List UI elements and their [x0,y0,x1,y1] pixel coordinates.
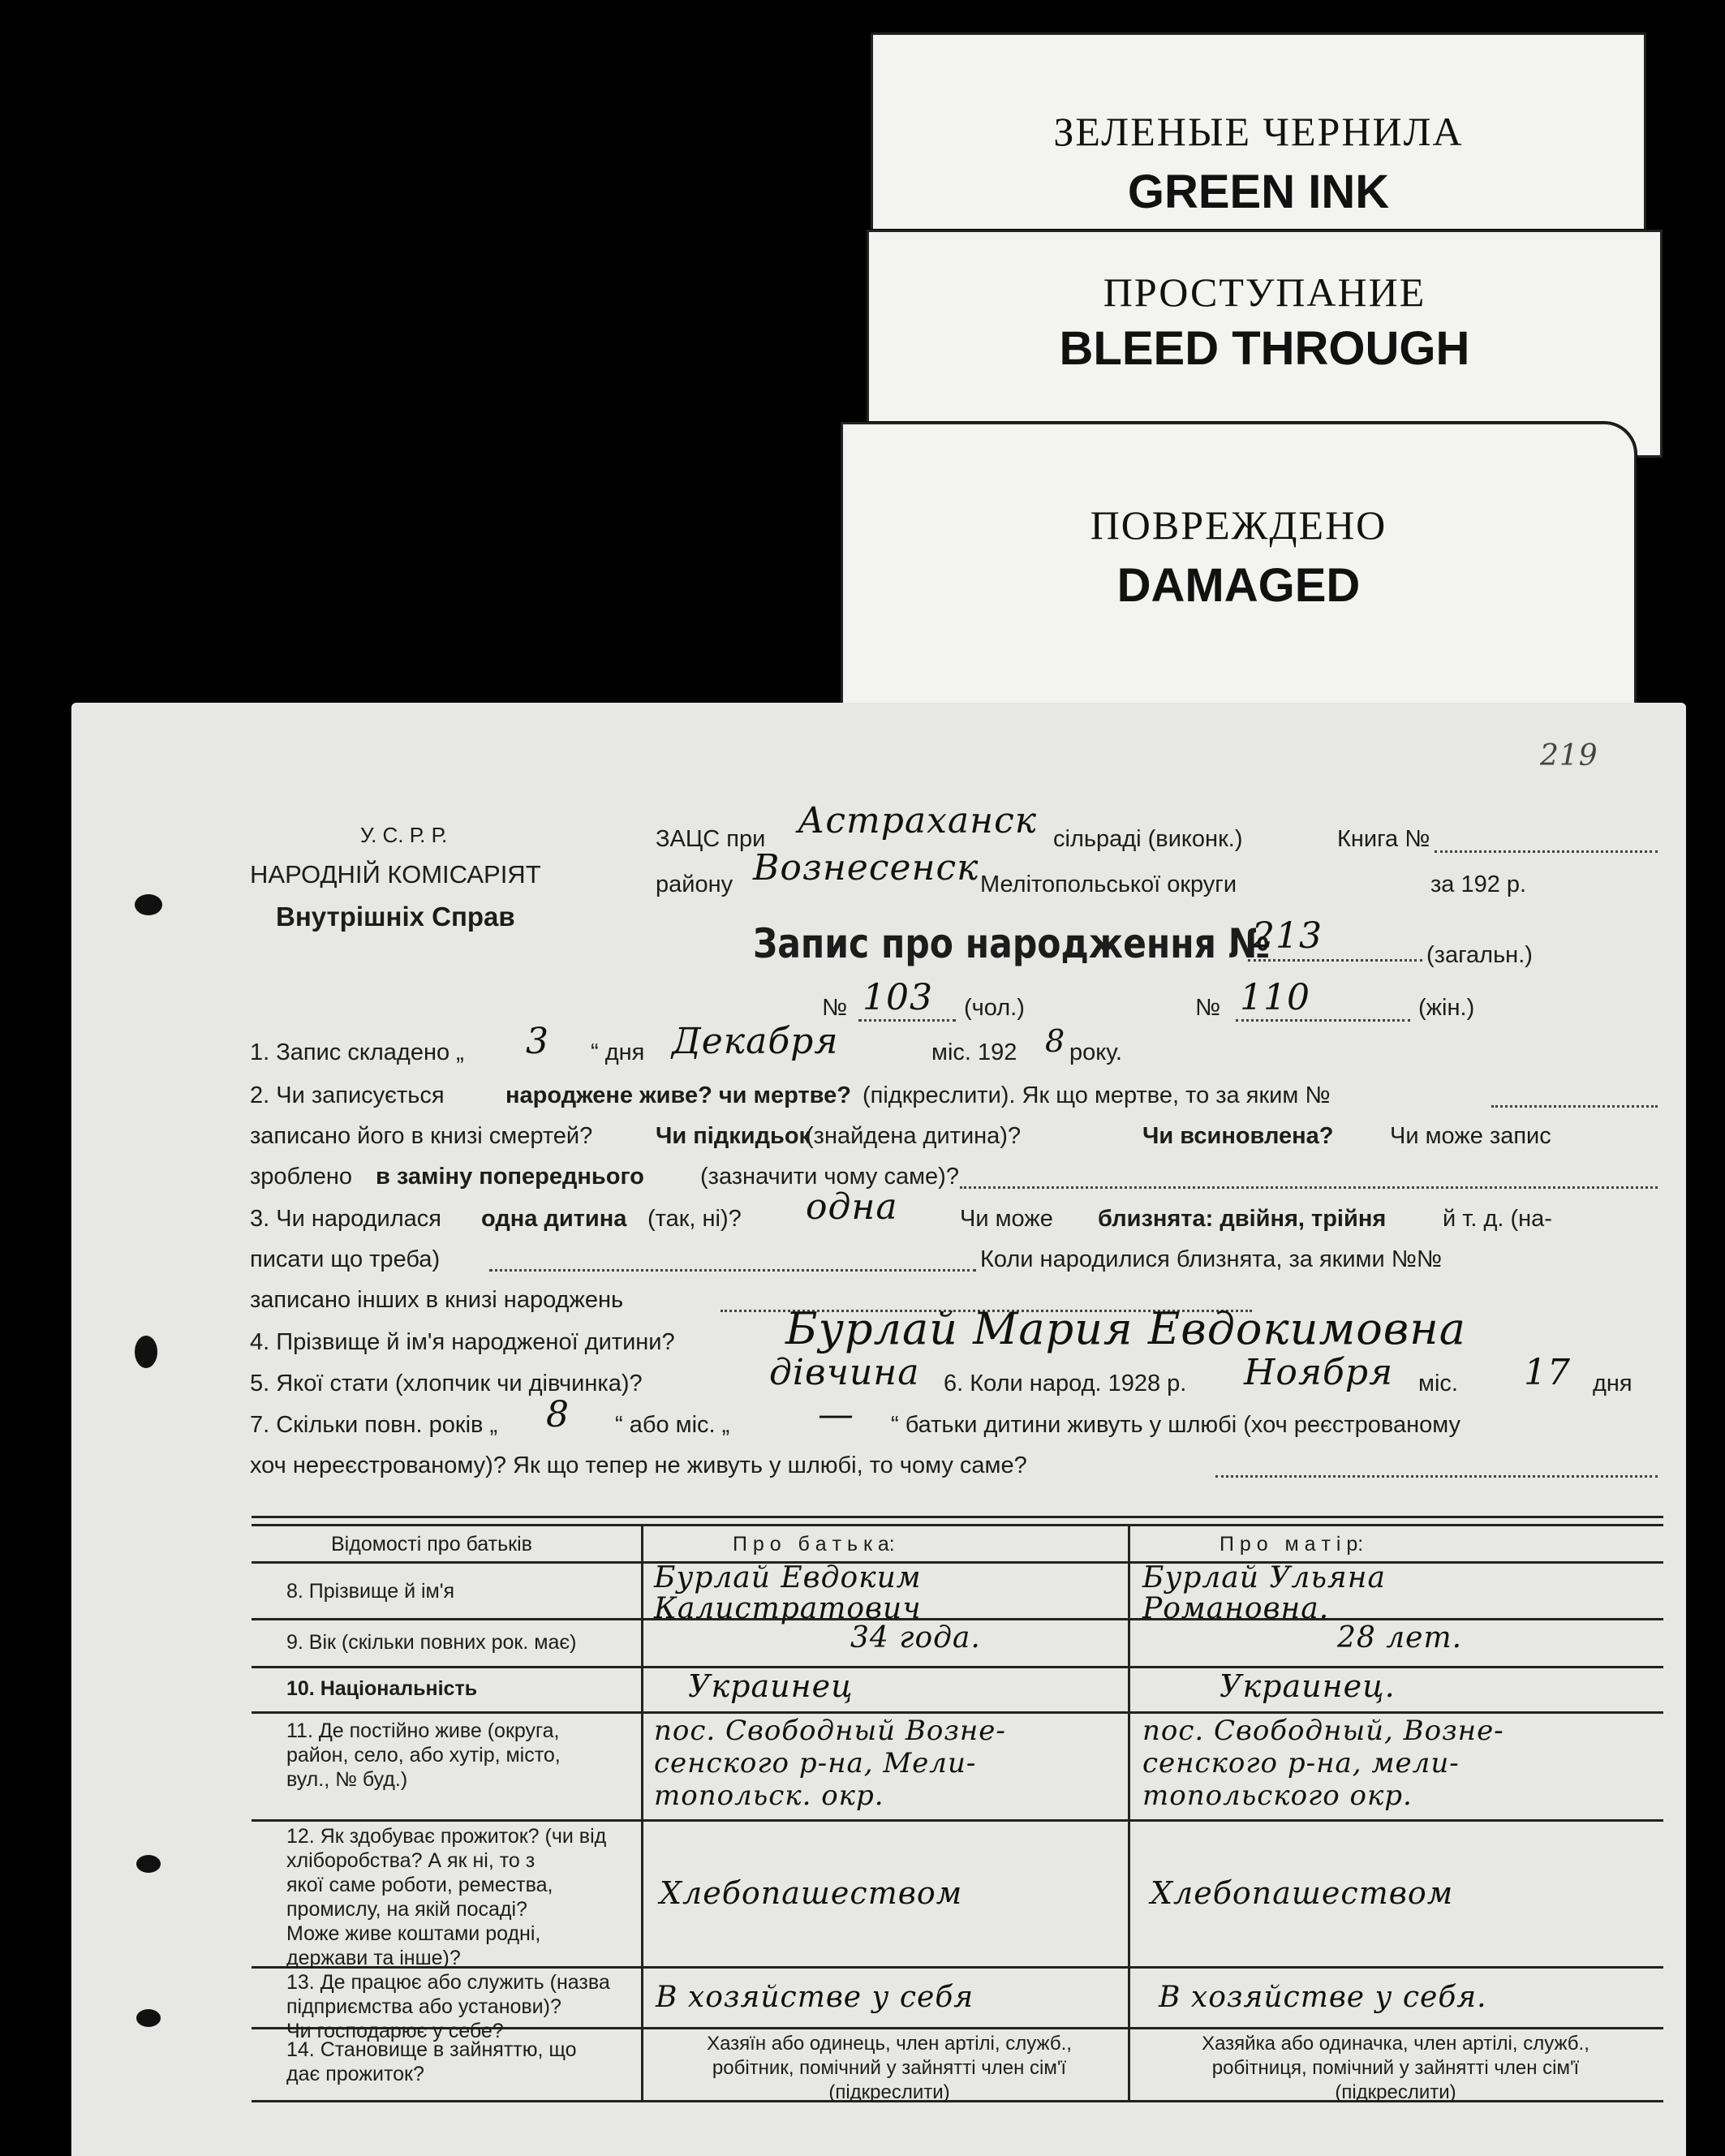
line1-c: міс. 192 [931,1039,1017,1065]
line5-c: міс. [1418,1371,1458,1396]
mother-livelihood: Хлебопашеством [1151,1875,1454,1911]
commissariat-label: НАРОДНІЙ КОМІСАРІЯТ [250,860,541,889]
book-number-line [1435,850,1658,853]
table-col-rule [1128,1524,1130,2100]
mother-age: 28 лет. [1337,1621,1463,1655]
damage-hole [135,894,162,915]
ussr-label: У. С. Р. Р. [360,823,448,847]
line1-day: 3 [526,1021,549,1062]
male-number: 103 [862,977,933,1018]
line2-d: записано його в книзі смертей? [250,1123,593,1149]
father-workplace: В хозяйстве у себя [656,1981,974,2014]
department-label: Внутрішніх Справ [276,902,515,932]
line3-f: й т. д. (на- [1443,1206,1552,1232]
mother-residence: пос. Свободный, Возне- сенского р-на, мели- топольского окр. [1142,1715,1504,1812]
row-label: 9. Вік (скільки повних рок. має) [286,1631,577,1654]
line2-i: зроблено [250,1164,353,1190]
corner-number: 219 [1540,739,1598,772]
line2-k-dots [960,1186,1658,1189]
father-nationality: Украинец [688,1668,854,1704]
male-suffix: (чол.) [964,995,1025,1021]
line4-label: 4. Прізвище й ім'я народженої дитини? [250,1329,675,1355]
line2-a: 2. Чи записується [250,1082,445,1108]
damage-hole [135,1336,157,1368]
label-card-damaged [841,422,1637,711]
birth-record-form [71,703,1686,2156]
table-col-rule [641,1524,643,2100]
table-top-rule-2 [252,1524,1663,1526]
okrug-label: Мелітопольської округи [980,871,1237,897]
mother-employment-status: Хазяйка або одиначка, член артілі, служб., робітниця, помічний у зайнятті член сім'ї (підкреслити) [1202,2033,1589,2103]
line1-b: “ дня [591,1039,645,1065]
row-label: 14. Становище в зайняттю, що дає прожиток? [286,2038,577,2085]
line3-b: одна дитина [481,1206,627,1232]
birth-month: Ноября [1244,1352,1394,1393]
line2-f: (знайдена дитина)? [806,1123,1022,1149]
label-en: BLEED THROUGH [1059,322,1470,375]
father-age: 34 года. [850,1621,981,1655]
damage-hole [136,1855,161,1873]
row-label: 11. Де постійно живе (округа, район, село, або хутір, місто, вул., № буд.) [286,1719,561,1791]
rayon-handwritten: Вознесенск [753,847,979,889]
label-en: GREEN INK [1127,166,1390,218]
line1-d: року. [1069,1039,1122,1065]
label-en: DAMAGED [1116,559,1361,612]
child-sex: дівчина [769,1352,920,1393]
line2-dots [1491,1105,1658,1108]
table-header-father: П р о б а т ь к а: [733,1533,895,1556]
table-row-rule [252,1666,1663,1668]
line3-g-dots [489,1269,976,1272]
line3-handwritten: одна [806,1186,898,1228]
line1-month: Декабря [672,1021,839,1062]
line2-c: (підкреслити). Як що мертве, то за яким № [862,1082,1331,1108]
line3-i: записано інших в книзі народжень [250,1287,624,1313]
general-suffix: (загальн.) [1426,942,1533,968]
child-name: Бурлай Мария Евдокимовна [785,1303,1466,1354]
line3-d: Чи може [960,1206,1053,1232]
line5-a: 5. Якої стати (хлопчик чи дівчинка)? [250,1371,643,1396]
line1-a: 1. Запис складено „ [250,1039,464,1065]
table-row-rule [252,1819,1663,1822]
mother-workplace: В хозяйстве у себя. [1159,1981,1487,2014]
father-livelihood: Хлебопашеством [660,1875,963,1911]
father-employment-status: Хазяїн або одинець, член артілі, служб., робітник, помічний у зайнятті член сім'ї (підкреслити) [707,2033,1072,2103]
line3-a: 3. Чи народилася [250,1206,441,1232]
table-top-rule [252,1516,1663,1518]
line7-b: “ або міс. „ [615,1412,730,1438]
line2-e: Чи підкидьок [656,1123,811,1149]
line2-h: Чи може запис [1390,1123,1551,1149]
table-row-rule [252,1711,1663,1714]
label-ru: ПОВРЕЖДЕНО [1090,502,1387,548]
father-residence: пос. Свободный Возне- сенского р-на, Мели- топольск. окр. [654,1715,1006,1812]
table-row-rule [252,1618,1663,1620]
mother-name: Бурлай Ульяна Романовна. [1142,1561,1386,1625]
line5-b: 6. Коли народ. 1928 р. [944,1371,1187,1396]
line1-year: 8 [1045,1023,1066,1059]
label-card-green-ink [871,32,1646,256]
female-suffix: (жін.) [1418,995,1475,1021]
row-label: 12. Як здобуває прожиток? (чи від хліборобства? А як ні, то з якої саме роботи, ремества, промислу, на якій посаді? Може живе коштами родні, держави та інше)? [286,1825,607,1969]
zags-suffix: сільраді (виконк.) [1053,826,1243,852]
row-label: 8. Прізвище й ім'я [286,1580,455,1603]
line7-d-dots [1215,1475,1658,1478]
table-header-info: Відомості про батьків [331,1533,532,1556]
book-label: Книга № [1337,826,1430,852]
line3-e: близнята: двійня, трійня [1098,1206,1387,1232]
label-ru: ЗЕЛЕНЫЕ ЧЕРНИЛА [1053,109,1464,154]
line7-d: хоч нереєстрованому)? Як що тепер не живуть у шлюбі, то чому саме? [250,1452,1027,1478]
line3-c: (так, ні)? [647,1206,742,1232]
line7-a: 7. Скільки повн. років „ [250,1412,498,1438]
birth-day: 17 [1524,1352,1571,1393]
female-number-line [1236,1019,1410,1022]
marriage-years: 8 [546,1394,570,1435]
line3-h: Коли народилися близнята, за якими №№ [980,1246,1442,1272]
mother-nationality: Украинец. [1220,1668,1396,1704]
table-header-mother: П р о м а т і р: [1220,1533,1364,1556]
female-number-label: № [1195,995,1221,1021]
father-name: Бурлай Евдоким Калистратович [654,1561,922,1625]
row-label: 13. Де працює або служить (назва підприємства або установи)? Чи господарює у себе? [286,1971,610,2042]
rayon-prefix: району [656,871,733,897]
row-label: 10. Національність [286,1677,478,1700]
male-number-line [858,1019,956,1022]
line2-b: народжене живе? чи мертве? [505,1082,851,1108]
line2-k: (зазначити чому саме)? [700,1164,959,1190]
record-title: Запис про народження № [753,920,1270,967]
line7-c: “ батьки дитини живуть у шлюбі (хоч реєстрованому [891,1412,1460,1438]
line5-d: дня [1593,1371,1633,1396]
male-number-label: № [822,995,848,1021]
label-ru: ПРОСТУПАНИЕ [1103,269,1426,315]
line2-g: Чи всиновлена? [1142,1123,1334,1149]
line3-g: писати що треба) [250,1246,441,1272]
female-number: 110 [1240,977,1310,1018]
line2-j: в заміну попереднього [376,1164,644,1190]
marriage-months: — [818,1394,854,1435]
year-label: за 192 р. [1430,871,1527,897]
table-header-rule [252,1561,1663,1564]
general-number-line [1248,959,1422,962]
zags-handwritten: Астраханск [798,800,1038,841]
damage-hole [136,2009,161,2027]
zags-prefix: ЗАЦС при [656,826,766,852]
record-number-general: 213 [1252,915,1323,957]
